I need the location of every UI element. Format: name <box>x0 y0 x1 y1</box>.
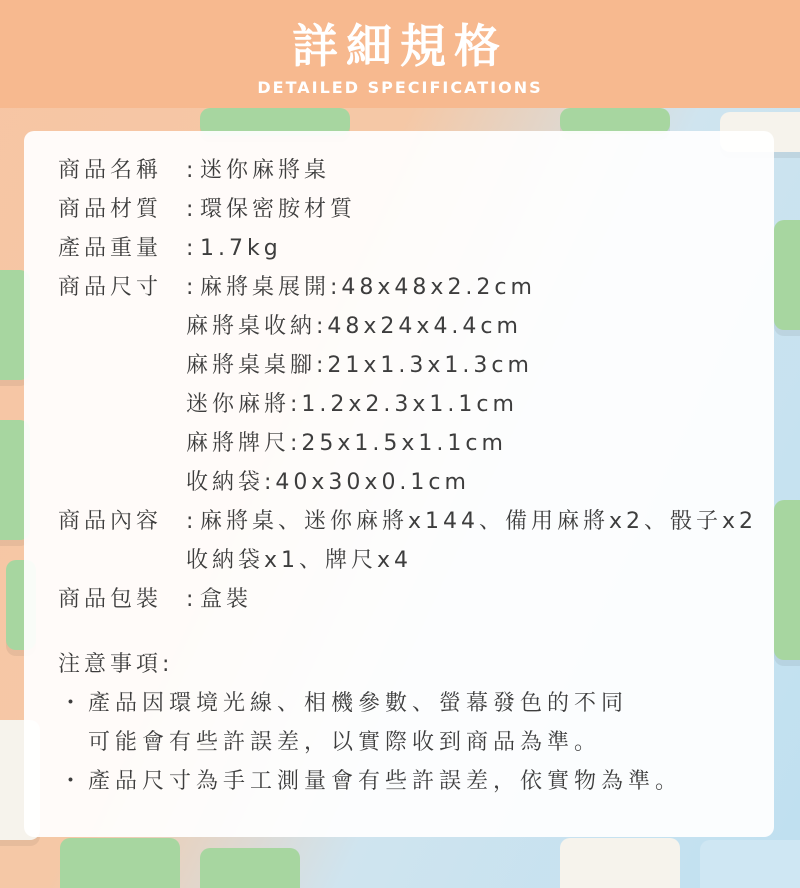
spec-label: 商品名稱 <box>58 158 163 183</box>
spec-row-material <box>58 192 356 223</box>
spec-row-contents <box>58 504 757 535</box>
note-item <box>58 686 628 717</box>
spec-value: 麻將桌桌腳:21x1.3x1.3cm <box>186 353 533 378</box>
note-text: 產品尺寸為手工測量會有些許誤差，依實物為準。 <box>88 769 683 794</box>
page-title: 詳細規格 <box>292 19 508 73</box>
spec-row-weight <box>58 231 282 262</box>
mahjong-tile-decoration <box>700 840 800 888</box>
colon: : <box>186 275 198 300</box>
spec-card <box>24 131 774 837</box>
header-banner <box>0 0 800 108</box>
mahjong-tile-decoration <box>774 500 800 660</box>
mahjong-tile-decoration <box>200 848 300 888</box>
mahjong-tile-decoration <box>560 838 680 888</box>
spec-row-packaging <box>58 582 252 613</box>
spec-label: 產品重量 <box>58 236 163 261</box>
bullet: ・ <box>59 691 87 716</box>
spec-value: 環保密胺材質 <box>200 197 357 222</box>
note-text: 產品因環境光線、相機參數、螢幕發色的不同 <box>88 691 629 716</box>
spec-label: 商品內容 <box>58 509 163 534</box>
colon: : <box>186 587 198 612</box>
colon: : <box>186 236 198 261</box>
note-item <box>58 764 682 795</box>
colon: : <box>186 509 198 534</box>
page-subtitle: DETAILED SPECIFICATIONS <box>257 78 543 97</box>
spec-row-size <box>58 270 536 301</box>
spec-value: 麻將桌展開:48x48x2.2cm <box>200 275 536 300</box>
colon: : <box>186 158 198 183</box>
spec-value: 麻將桌、迷你麻將x144、備用麻將x2、骰子x2 <box>200 509 758 534</box>
bullet: ・ <box>59 769 87 794</box>
note-item-continuation: 可能會有些許誤差，以實際收到商品為準。 <box>88 730 602 755</box>
spec-label: 商品尺寸 <box>58 275 163 300</box>
spec-row-name <box>58 153 330 184</box>
mahjong-tile-decoration <box>774 220 800 330</box>
spec-value: 麻將牌尺:25x1.5x1.1cm <box>186 431 507 456</box>
spec-value: 收納袋x1、牌尺x4 <box>186 548 413 573</box>
spec-label: 商品包裝 <box>58 587 163 612</box>
spec-value: 迷你麻將:1.2x2.3x1.1cm <box>186 392 518 417</box>
spec-value: 麻將桌收納:48x24x4.4cm <box>186 314 522 339</box>
spec-value: 盒裝 <box>200 587 253 612</box>
mahjong-tile-decoration <box>60 838 180 888</box>
notes-title: 注意事項: <box>58 652 174 677</box>
spec-value: 收納袋:40x30x0.1cm <box>186 470 470 495</box>
spec-value: 1.7kg <box>200 236 282 261</box>
spec-value: 迷你麻將桌 <box>200 158 331 183</box>
colon: : <box>186 197 198 222</box>
spec-label: 商品材質 <box>58 197 163 222</box>
